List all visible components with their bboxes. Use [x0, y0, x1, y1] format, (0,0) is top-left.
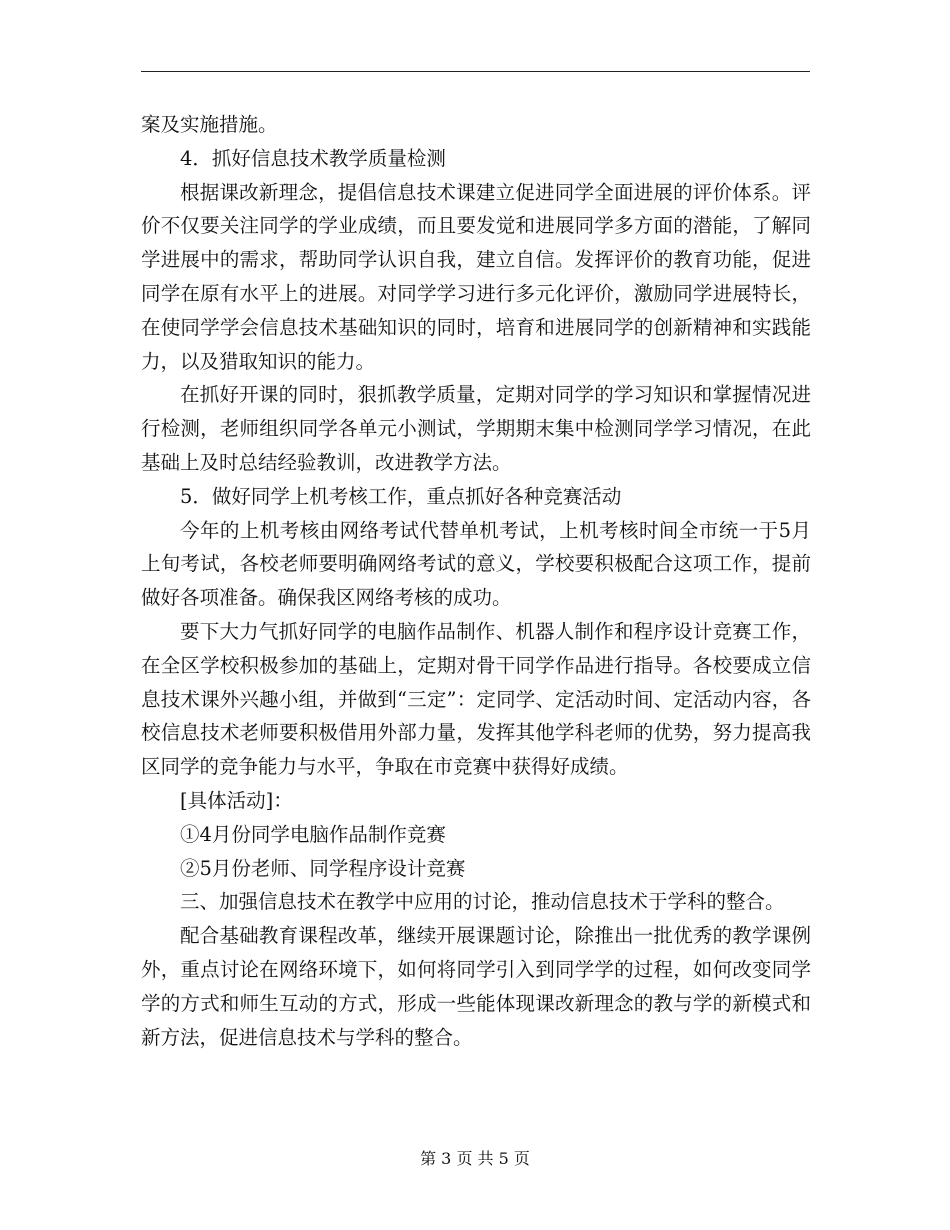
paragraph-integration: 配合基础教育课程改革，继续开展课题讨论，除推出一批优秀的教学课例外，重点讨论在网络环境下，如何将同学引入到同学学的过程，如何改变同学学的方式和师生互动的方式，形成一些能体现课改新理念的教与学的新模式和新方法，促进信息技术与学科的整合。	[141, 924, 811, 1049]
section-heading-4: 4．抓好信息技术教学质量检测	[180, 146, 446, 170]
page-number: 第 3 页 共 5 页	[420, 1149, 530, 1168]
paragraph-quality: 在抓好开课的同时，狠抓教学质量，定期对同学的学习知识和掌握情况进行检测，老师组织同学各单元小测试，学期期末集中检测同学学习情况，在此基础上及时总结经验教训，改进教学方法。	[141, 383, 811, 474]
paragraph-exam: 今年的上机考核由网络考试代替单机考试，上机考核时间全市统一于5月上旬考试，各校老师要明确网络考试的意义，学校要积极配合这项工作，提前做好各项准备。确保我区网络考核的成功。	[141, 518, 811, 610]
section-heading-3: 三、加强信息技术在教学中应用的讨论，推动信息技术于学科的整合。	[180, 890, 785, 914]
paragraph-evaluation: 根据课改新理念，提倡信息技术课建立促进同学全面进展的评价体系。评价不仅要关注同学的学业成绩，而且要发觉和进展同学多方面的潜能，了解同学进展中的需求，帮助同学认识自我，建立自信。发挥评价的教育功能，促进同学在原有水平上的进展。对同学学习进行多元化评价，激励同学进展特长，在使同学学会信息技术基础知识的同时，培育和进展同学的创新精神和实践能力，以及猎取知识的能力。	[141, 180, 811, 373]
activity-item-2: ②5月份老师、同学程序设计竞赛	[180, 856, 466, 880]
header-rule	[141, 71, 810, 72]
paragraph-1: 案及实施措施。	[141, 113, 278, 136]
activities-label: [具体活动]：	[180, 788, 293, 812]
document-body	[141, 108, 811, 1054]
paragraph-competition: 要下大力气抓好同学的电脑作品制作、机器人制作和程序设计竞赛工作，在全区学校积极参加的基础上，定期对骨干同学作品进行指导。各校要成立信息技术课外兴趣小组，并做到“三定”：定同学、定活动时间、定活动内容，各校信息技术老师要积极借用外部力量，发挥其他学科老师的优势，努力提高我区同学的竞争能力与水平，争取在市竞赛中获得好成绩。	[141, 619, 811, 779]
activity-item-1: ①4月份同学电脑作品制作竞赛	[180, 822, 446, 846]
section-heading-5: 5．做好同学上机考核工作，重点抓好各种竞赛活动	[180, 484, 622, 508]
